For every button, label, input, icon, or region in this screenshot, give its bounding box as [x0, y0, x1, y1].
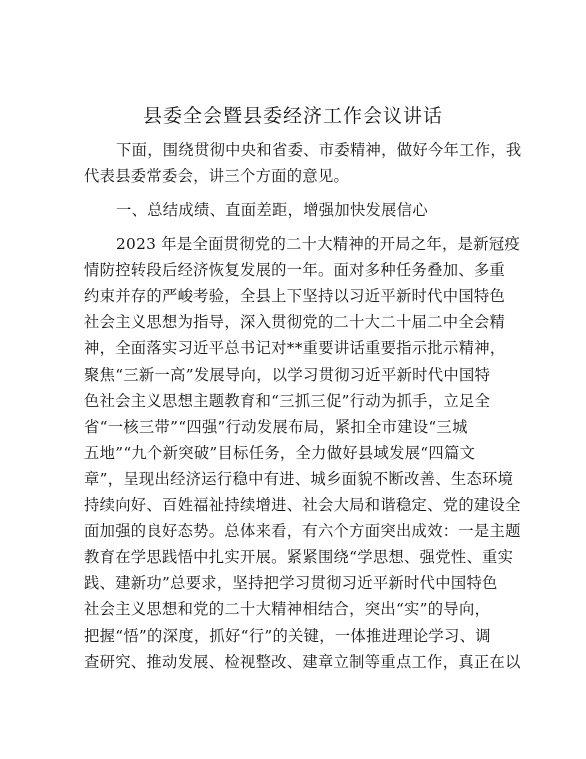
section-heading: 一、总结成绩、直面差距，增强加快发展信心: [116, 201, 428, 219]
body-line: 色社会主义思想主题教育和“三抓三促”行动为抓手，立足全: [84, 392, 491, 410]
body-line: 面加强的良好态势。总体来看，有六个方面突出成效：一是主题: [84, 522, 521, 540]
intro-line: 代表县委常委会，讲三个方面的意见。: [84, 167, 350, 185]
body-line: 章”，呈现出经济运行稳中有进、城乡面貌不断改善、生态环境: [84, 470, 514, 488]
intro-line: 下面，围绕贯彻中央和省委、市委精神，做好今年工作，我: [116, 141, 522, 159]
body-line: 情防控转段后经济恢复发展的一年。面对多种任务叠加、多重: [84, 261, 506, 279]
body-line: 践、建新功”总要求，坚持把学习贯彻习近平新时代中国特色: [84, 574, 498, 592]
body-line: 教育在学思践悟中扎实开展。紧紧围绕“学思想、强党性、重实: [84, 548, 514, 566]
body-line: 把握“悟”的深度，抓好“行”的关键，一体推进理论学习、调: [84, 627, 491, 645]
body-line: 持续向好、百姓福祉持续增进、社会大局和谐稳定、党的建设全: [84, 496, 521, 514]
body-line: 神，全面落实习近平总书记对**重要讲话重要指示批示精神，: [84, 339, 506, 357]
document-title: 县委全会暨县委经济工作会议讲话: [142, 105, 443, 127]
body-line: 2023 年是全面贯彻党的二十大精神的开局之年，是新冠疫: [116, 235, 521, 253]
body-line: 五地”“九个新突破”目标任务，全力做好县域发展“四篇文: [84, 444, 476, 462]
body-line: 查研究、推动发展、检视整改、建章立制等重点工作，真正在以: [84, 653, 521, 671]
body-line: 约束并存的严峻考验，全县上下坚持以习近平新时代中国特色: [84, 287, 506, 305]
body-line: 省“一核三带”“四强”行动发展布局，紧扣全市建设“三城: [84, 418, 468, 436]
body-line: 社会主义思想和党的二十大精神相结合，突出“实”的导向，: [84, 600, 491, 618]
body-line: 社会主义思想为指导，深入贯彻党的二十大二十届二中全会精: [84, 313, 506, 331]
body-line: 聚焦“三新一高”发展导向，以学习贯彻习近平新时代中国特: [84, 366, 491, 384]
